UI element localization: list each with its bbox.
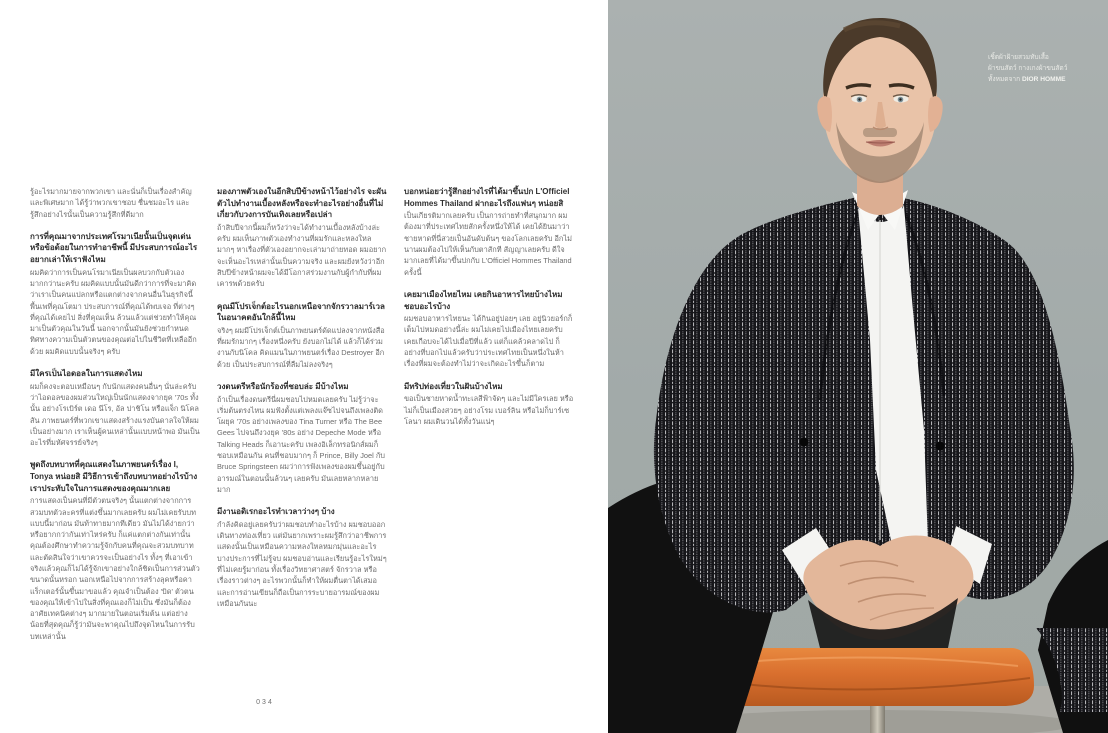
qa-section — [30, 368, 201, 448]
qa-section — [217, 381, 388, 495]
editorial-photo — [608, 0, 1108, 733]
question-heading: คุณมีโปรเจ็กต์อะไรนอกเหนือจากจักรวาลมาร์เวลในอนาคตอันใกล้นี้ไหม — [217, 301, 385, 323]
answer-text: จริงๆ ผมมีโปรเจ็กต์เป็นภาพยนตร์ดัดแปลงจากหนังสือที่ผมรักมากๆ เรื่องหนึ่งครับ ยังบอกไม่ได้ แล้วก็ได้ร่วมงานกับนิโคล คิดแมนในภาพยนตร์เรื่อง Destroyer อีกด้วย เป็นประสบการณ์ที่ลืมไม่ลงจริงๆ — [217, 325, 385, 369]
answer-text: ผมคิดว่าการเป็นคนโรมาเนียเป็นผลบวกกับตัวเองมากกว่านะครับ ผมคิดแบบนั้นมันดีกว่าการที่จะมาคิดว่าเราเป็นคนแปลกหรือแตกต่างจากคนอื่นในธุรกิจนี้ พื้นเพที่คุณโตมา ประสบการณ์ที่คุณได้พบเจอ ที่ต่างๆ ที่คุณได้เคยไป สิ่งที่คุณเห็น ล้วนแล้วแต่ช่วยทำให้คุณมาเป็นตัวคุณในวันนี้ นอกจากนั้นมันยังช่วยกำหนดทิศทางความเป็นตัวตนของคุณต่อไปในชีวิตที่เหลืออีกด้วย ผมคิดแบบนั้นจริงๆ ครับ — [30, 267, 197, 356]
qa-section — [30, 231, 201, 357]
qa-section — [217, 186, 388, 290]
question-heading: วงดนตรีหรือนักร้องที่ชอบล่ะ มีบ้างไหม — [217, 381, 349, 391]
caption-line: ทั้งหมดจาก DIOR HOMME — [988, 76, 1066, 83]
answer-text: ผมก็คงจะตอบเหมือนๆ กับนักแสดงคนอื่นๆ นั่นล่ะครับว่าไอดอลของผมส่วนใหญ่เป็นนักแสดงจากยุค '70s ทั้งนั้น อย่างโรเบิร์ต เดอ นีโร, อัล ปาชิโน หรือแจ็ก นิโคลสัน ภาพยนตร์ที่พวกเขาแสดงสร้างแรงบันดาลใจให้ผมเป็นอย่างมาก เราเห็นผู้คนเหล่านั้นแบบหน้าพอ มันเป็นอะไรที่มหัศจรรย์จริงๆ — [30, 381, 200, 448]
qa-section — [217, 506, 388, 609]
qa-section — [404, 381, 575, 427]
question-heading: มีใครเป็นไอดอลในการแสดงไหม — [30, 369, 143, 379]
question-heading: การที่คุณมาจากประเทศโรมาเนียนั้นเป็นจุดเด่นหรือข้อด้อยในการทำอาชีพนี้ มีประสบการณ์อะไรอยากเล่าให้เราฟังไหม — [30, 231, 198, 265]
answer-text: ขอเป็นชายหาดน้ำทะเลสีฟ้าจัดๆ และไม่มีใครเลย หรือไม่ก็เป็นเมืองสวยๆ อย่างโรม เบอร์ลิน หรือไม่ก็บาร์เซโลนา ผมเดินวนได้ทั้งวันแน่ๆ — [404, 394, 574, 426]
intro-paragraph: รู้อะไรมากมายจากพวกเขา และนั่นก็เป็นเรื่องสำคัญและพิเศษมาก ได้รู้ว่าพวกเขาชอบ ชื่นชมอะไร และรู้สึกอย่างไรนั้นเป็นความรู้สึกที่ดีมาก — [30, 187, 192, 219]
answer-text: ถ้าสิบปีจากนี้ผมก็หวังว่าจะได้ทำงานเบื้องหลังบ้างล่ะครับ ผมเห็นภาพตัวเองทำงานที่ผมรักและหลงใหลมากๆ หาเรื่องที่ตัวเองอยากจะเล่ามาถ่ายทอด ผมอยากจะเห็นอะไรเหล่านั้นเป็นความจริง และผมยังหวังว่าอีกสิบปีข้างหน้าผมจะได้มีโอกาสร่วมงานกับผู้กำกับที่ผมเคารพด้วยครับ — [217, 222, 387, 289]
answer-text: กำลังคิดอยู่เลยครับว่าผมชอบทำอะไรบ้าง ผมชอบออกเดินทางท่องเที่ยว แต่มันยากเพราะผมรู้สึกว่าอาชีพการแสดงนั้นเป็นเหมือนความหลงใหลหมกมุ่นและอะไรบางประการที่ไม่รู้จบ ผมชอบอ่านและเรียนรู้อะไรใหม่ๆ ที่ไม่เคยรู้มาก่อน ทั้งเรื่องวิทยาศาสตร์ จักรวาล หรือเรื่องราวต่างๆ อะไรพวกนั้นก็ทำให้ผมตื่นตาได้เสมอ และการอ่านเขียนก็ถือเป็นการระบายอารมณ์ของผมเหมือนกันนะ — [217, 519, 387, 608]
photo-credit-caption — [988, 52, 1103, 85]
article-columns — [30, 186, 575, 688]
qa-section — [404, 186, 575, 278]
question-heading: มีงานอดิเรกอะไรทำเวลาว่างๆ บ้าง — [217, 507, 335, 517]
question-heading: พูดถึงบทบาทที่คุณแสดงในภาพยนตร์เรื่อง I, Tonya หน่อยสิ มีวิธีการเข้าถึงบทบาทอย่างไรบ้าง เราประทับใจในการแสดงของคุณมากเลย — [30, 460, 198, 493]
qa-section — [30, 459, 201, 642]
answer-text: ถ้าเป็นเรื่องดนตรีนี่ผมชอบไปหมดเลยครับ ไม่รู้ว่าจะเริ่มต้นตรงไหน ผมฟังตั้งแต่เพลงแจ๊ซไปจนถึงเพลงติดโผยุค '70s อย่างเพลงของ Tina Turner หรือ The Bee Gees ไปจนถึงวงยุค '80s อย่าง Depeche Mode หรือ Talking Heads ก็เอานะครับ เพลงอิเล็กทรอนิกส์ผมก็ชอบเหมือนกัน คนที่ชอบมากๆ ก็ Prince, Billy Joel กับ Bruce Springsteen ผมว่าการฟังเพลงของผมขึ้นอยู่กับอารมณ์ในตอนนั้นล้วนๆ เลยครับ มันเลยหลากหลายมาก — [217, 394, 385, 494]
question-heading: บอกหน่อยว่ารู้สึกอย่างไรที่ได้มาขึ้นปก L'Officiel Hommes Thailand ฝากอะไรถึงแฟนๆ หน่อยสิ — [404, 187, 570, 208]
jacket-button — [936, 442, 945, 451]
qa-section — [404, 289, 575, 370]
page-number: 034 — [256, 699, 274, 706]
question-heading: เคยมาเมืองไทยไหม เคยกินอาหารไทยบ้างไหม ชอบอะไรบ้าง — [404, 289, 563, 311]
qa-section — [217, 301, 388, 370]
answer-text: การแสดงเป็นคนที่มีตัวตนจริงๆ นั้นแตกต่างจากการสวมบทตัวละครที่แต่งขึ้นมากเลยครับ ผมไม่เคยรับบทแบบนี้มาก่อน มันท้าทายมากทีเดียว มันไม่ได้ง่ายกว่าหรือยากกว่ากันเท่าไหร่ครับ ก็แค่แตกต่างกันเท่านั้น คุณต้องศึกษาทำความรู้จักกับคนที่คุณจะสวมบทบาท และตัดสินใจว่าเขาควรจะเป็นอย่างไร ทั้งๆ ที่เอาเข้าจริงแล้วคุณก็ไม่ได้รู้จักเขาอย่างใกล้ชิดเป็นการส่วนตัวขนาดนั้นหรอก นอกเหนือไปจากการสร้างลุคหรือคาแร็กเตอร์นั้นขึ้นมาขอแล้ว คุณจำเป็นต้อง 'บิด' ตัวตนของคุณให้เข้าไปในสิ่งที่คุณเองก็ไม่เป็น ซึ่งมันก็ต้องอาศัยเทคนิคต่างๆ มากมายในตอนเริ่มต้น แต่อย่างน้อยที่สุดคุณก็รู้ว่ามันจะพาคุณไปถึงจุดไหนในการรับบทเหล่านั้น — [30, 496, 200, 641]
question-heading: มองภาพตัวเองในอีกสิบปีข้างหน้าไว้อย่างไร จะผันตัวไปทำงานเบื้องหลังหรือจะทำอะไรอย่างอื่นที่ไม่เกี่ยวกับวงการบันเทิงเลยหรือเปล่า — [217, 187, 387, 220]
caption-line: เชิ้ตผ้าฝ้ายสวมทับเสื้อ — [988, 54, 1049, 61]
jacket-button — [800, 438, 809, 447]
answer-text: เป็นเกียรติมากเลยครับ เป็นการถ่ายทำที่สนุกมาก ผมต้องมาที่ประเทศไทยสักครั้งหนึ่งให้ได้ เคยได้ยินมาว่าชายหาดที่นี่สวยเป็นอันดับต้นๆ ของโลกเลยครับ อีกไม่นานผมต้องไปให้เห็นกับตาสักที สัญญาเลยครับ ดีใจมากเลยที่ได้มาขึ้นปกกับ L'Officiel Hommes Thailand ครั้งนี้ — [404, 211, 572, 277]
caption-line: ผ้าขนสัตว์ กางเกงผ้าขนสัตว์ — [988, 65, 1068, 72]
question-heading: มีทริปท่องเที่ยวในฝันบ้างไหม — [404, 381, 503, 391]
brand-name: DIOR HOMME — [1021, 76, 1066, 83]
answer-text: ผมชอบอาหารไทยนะ ได้กินอยู่บ่อยๆ เลย อยู่นิวยอร์กก็เต็มไปหมดอย่างนี้ล่ะ ผมไม่เคยไปเมืองไทยเลยครับ เคยเกือบจะได้ไปเมื่อปีที่แล้ว แต่ก็แคล้วคลาดไป ก็อย่างที่บอกไปแล้วครับว่าประเทศไทยเป็นหนึ่งในห้าเรื่องที่ผมจะต้องทำไม่ว่าจะเกิดอะไรขึ้นก็ตาม — [404, 314, 573, 369]
photo-illustration — [608, 0, 1108, 733]
